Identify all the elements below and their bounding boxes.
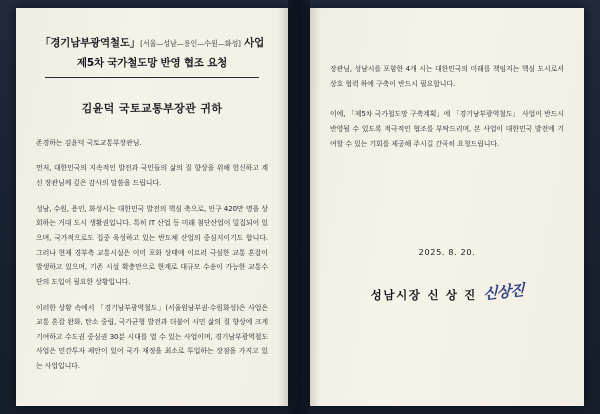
- left-page-body: [36, 136, 268, 374]
- right-page-content: [310, 8, 584, 406]
- addressee-line: 김윤덕 국토교통부장관 귀하: [81, 101, 223, 115]
- paragraph: 이러한 상황 속에서 「경기남부광역철도」(서울원남부권·수원화성)은 사업은 교통 혼잡 완화, 탄소 중립, 국가균형 발전과 더불어 시민 삶의 질 향상에 크게 기여하고 수도권 중심권 30분 시대를 열 수 있는 사업이며, 경기남부광역철도 사업은 민간투자 제안이 있어 국가 재정을 최소로 투입하는 장점을 가지고 있는 사업입니다.: [36, 303, 268, 371]
- page-gutter: [288, 0, 310, 414]
- paragraph: 장관님, 성남시를 포함한 4개 시는 대한민국의 미래를 책임지는 핵심 도시로서 상호 협력 하에 구축이 반드시 필요합니다.: [330, 65, 564, 88]
- right-page-body: [330, 62, 564, 151]
- document-title-block: [36, 36, 268, 78]
- title-tail-text: 사업: [244, 37, 265, 49]
- paragraph: 이에, 「제5차 국가철도망 구축계획」에 「경기남부광역철도」 사업이 반드시 반영될 수 있도록 적극적인 협조를 부탁드리며, 본 사업이 대한민국 발전에 기여할 수 있는 기회를 제공해 주시길 간곡히 요청드립니다.: [330, 110, 564, 148]
- document-title-line-1: [36, 36, 268, 52]
- paragraph: 성남, 수원, 용인, 화성시는 대한민국 발전의 핵심 축으로, 인구 420만 명을 상회하는 거대 도시 생활권입니다. 특히 IT 산업 등 미래 첨단산업이 밀집되어 있으며, 국가적으로도 집중 육성하고 있는 반도체 산업의 중심지이기도 합니다. 그러나 현재 경부축 교통시설은 이미 포화 상태에 이르러 극심한 교통 혼잡이 발생하고 있으며, 기존 시설 확충만으로 한계로 대규모 수송이 가능한 교통수단의 도입이 필요한 상황입니다.: [36, 204, 268, 286]
- document-date: 2025. 8. 20.: [418, 247, 476, 258]
- document-page-left: [16, 8, 288, 406]
- document-page-right: [310, 8, 584, 406]
- title-sub-text: [서울—성남—용인—수원—화성]: [140, 39, 241, 48]
- paragraph: 먼저, 대한민국의 지속적인 발전과 국민들의 삶의 질 향상을 위해 헌신하고 계신 장관님께 깊은 감사의 말씀을 드립니다.: [36, 164, 268, 188]
- signature-block: [330, 281, 564, 303]
- title-main-text: 「경기남부광역철도」: [39, 37, 141, 49]
- left-page-content: [16, 8, 288, 406]
- title-underline: [45, 77, 259, 78]
- signer-name: 신 상 진: [427, 288, 477, 303]
- signer-title: 성남시장: [370, 288, 422, 303]
- paragraph: 존경하는 김윤덕 국토교통부장관님.: [36, 138, 142, 147]
- document-title-line-2: 제5차 국가철도망 반영 협조 요청: [76, 56, 228, 69]
- handwritten-signature: 신상진: [482, 281, 524, 304]
